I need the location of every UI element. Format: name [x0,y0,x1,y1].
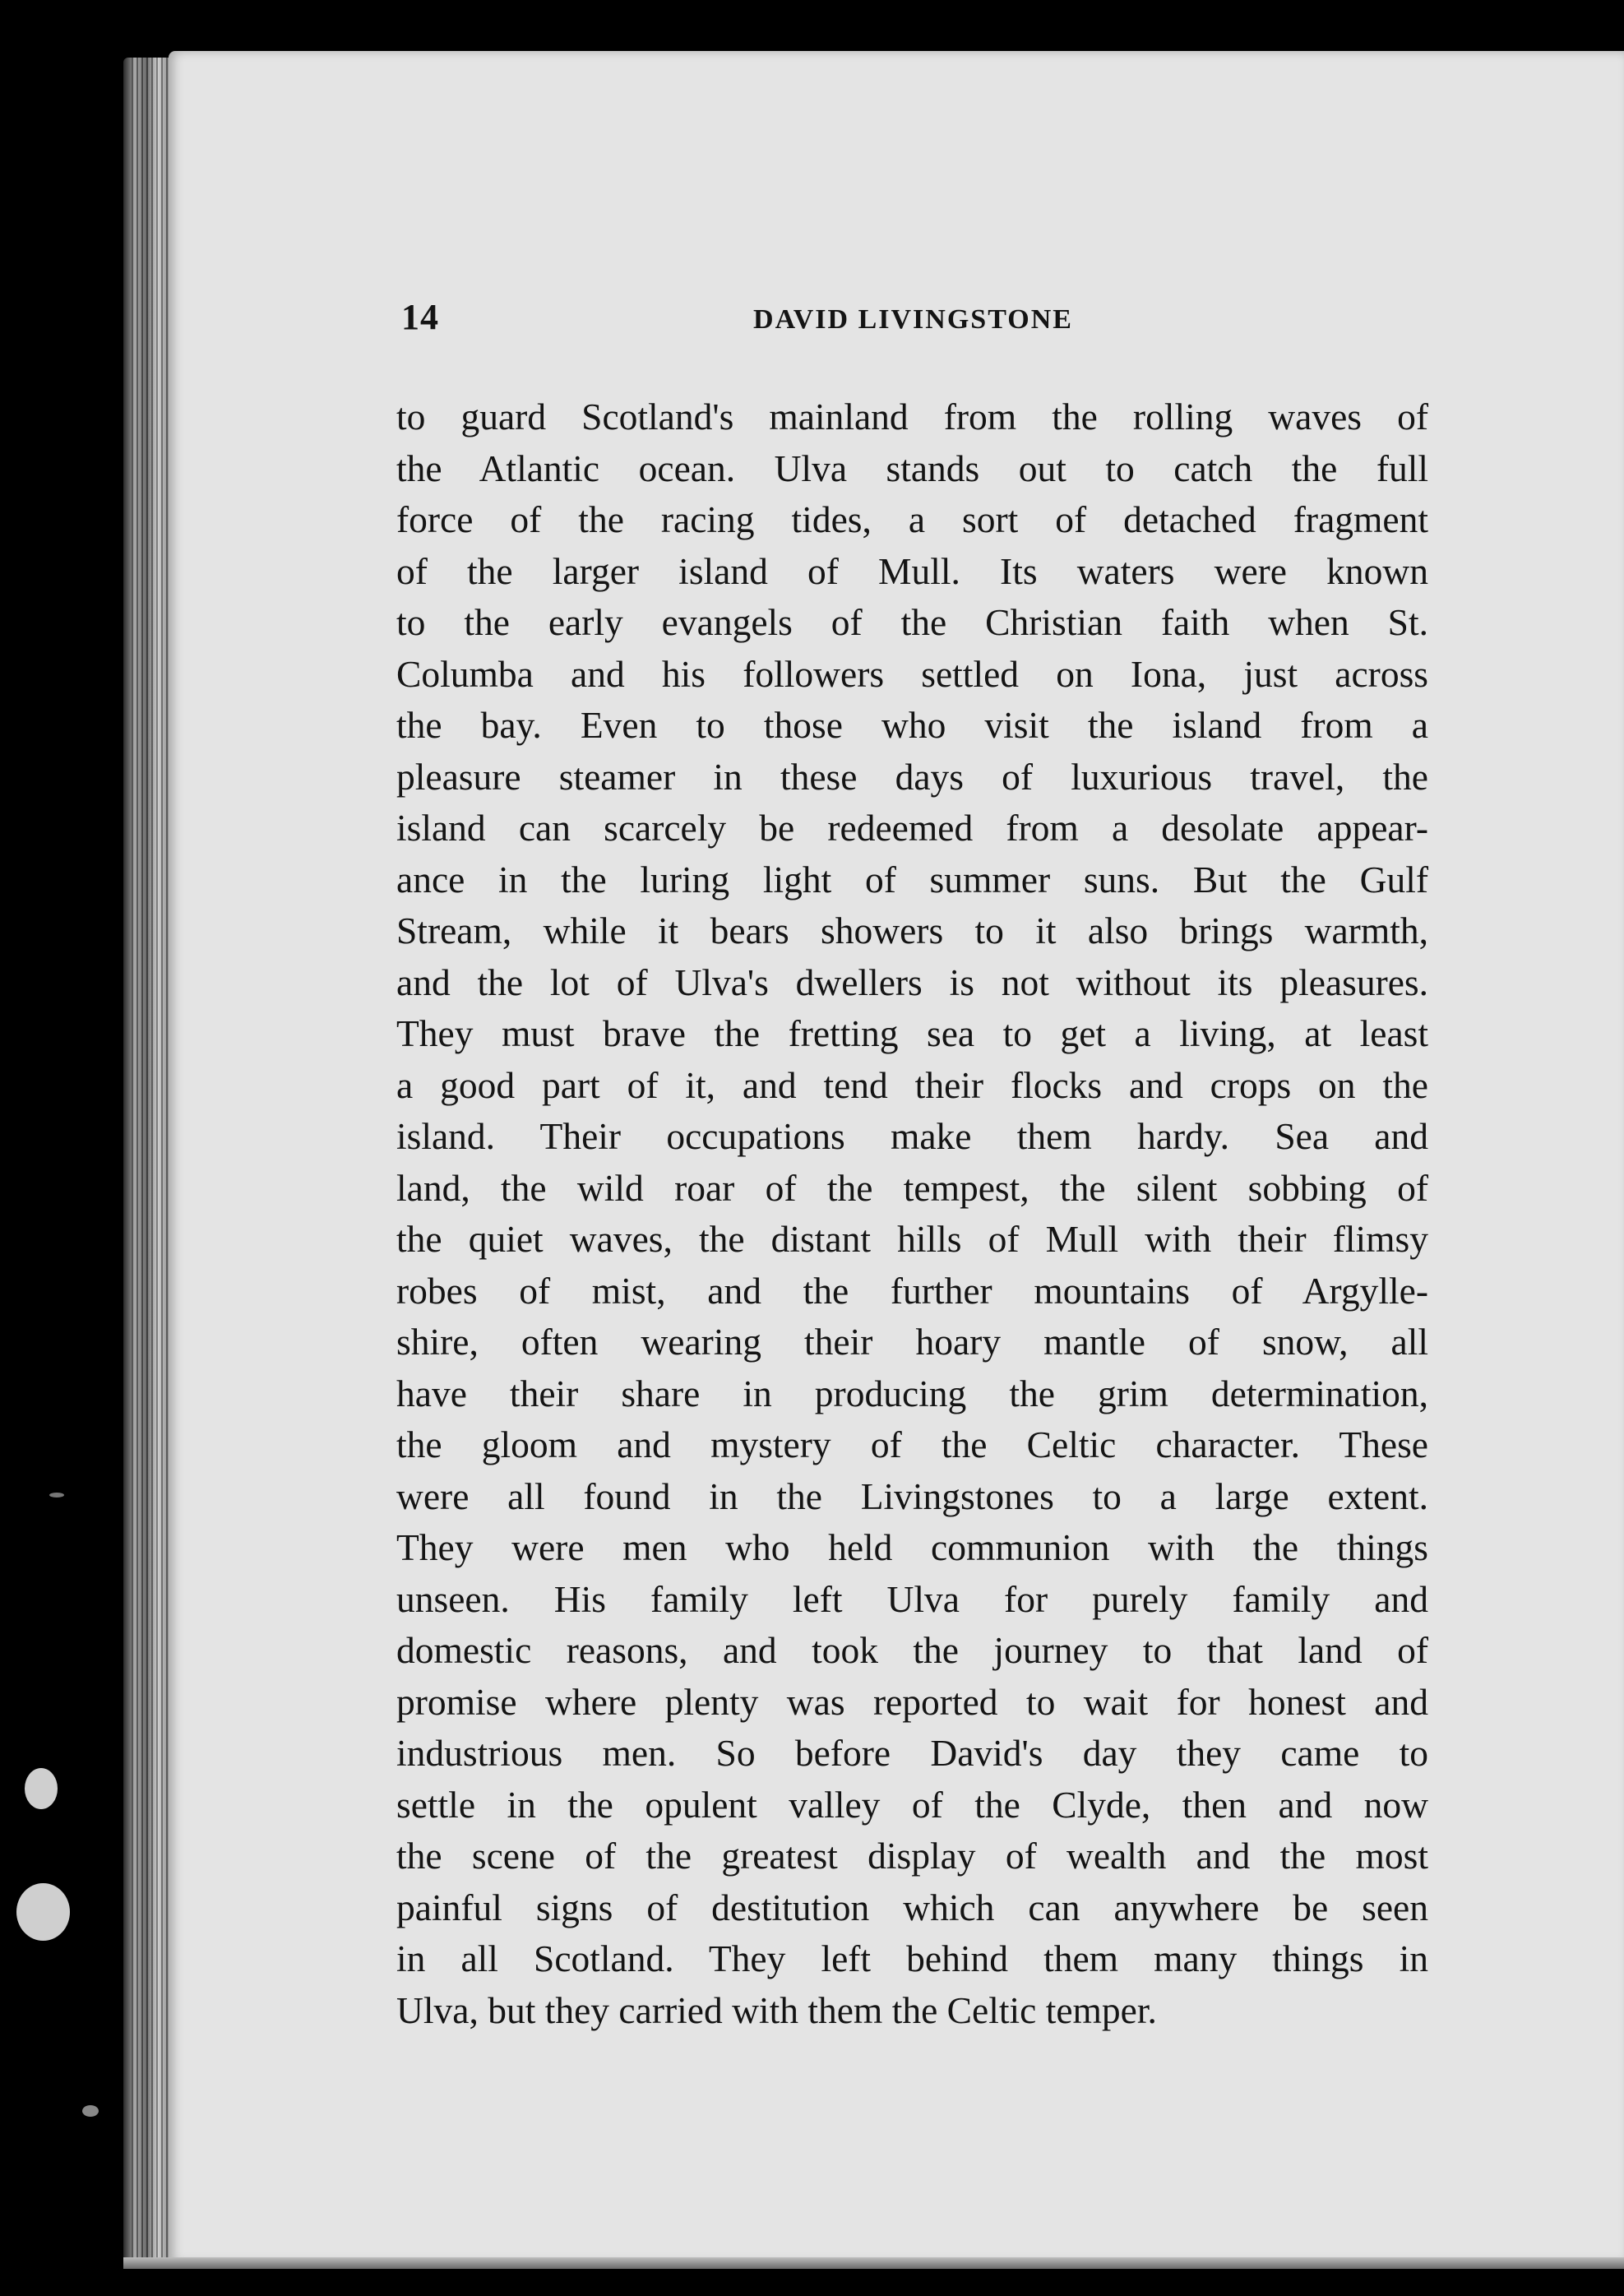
text-line: They were men who held communion with the things [396,1526,1428,1568]
text-line: a good part of it, and tend their flocks and crops on the [396,1063,1428,1106]
text-line: unseen. His family left Ulva for purely family and [396,1577,1428,1620]
text-line: were all found in the Livingstones to a large extent. [396,1474,1428,1517]
text-line: painful signs of destitution which can anywhere be seen [396,1886,1428,1928]
text-line: industrious men. So before David's day they came to [396,1732,1428,1774]
text-line: in all Scotland. They left behind them many things in [396,1937,1428,1979]
text-line: robes of mist, and the further mountains of Argylle- [396,1269,1428,1312]
text-line: have their share in producing the grim determination, [396,1372,1428,1414]
text-line: Columba and his followers settled on Iona, just across [396,652,1428,695]
text-line: island can scarcely be redeemed from a desolate appear- [396,807,1428,849]
page-bottom-edge [123,2257,1624,2269]
text-line: settle in the opulent valley of the Clyde, then and now [396,1783,1428,1826]
text-line: Stream, while it bears showers to it also brings warmth, [396,910,1428,951]
text-line: pleasure steamer in these days of luxurious travel, the [396,755,1428,798]
text-line: and the lot of Ulva's dwellers is not without its pleasures. [396,961,1428,1003]
text-line: land, the wild roar of the tempest, the silent sobbing of [396,1166,1428,1209]
scan-speck [82,2105,99,2117]
scan-speck [49,1493,64,1497]
text-line: promise where plenty was reported to wait for honest and [396,1680,1428,1723]
text-line: Ulva, but they carried with them the Celtic temper. [396,1988,1157,2031]
text-line: the quiet waves, the distant hills of Mull with their flimsy [396,1218,1428,1260]
scan-speck [16,1883,70,1941]
text-line: to the early evangels of the Christian faith when St. [396,601,1428,643]
text-line: the scene of the greatest display of wealth and the most [396,1835,1428,1877]
text-line: the Atlantic ocean. Ulva stands out to catch the full [396,447,1428,489]
body-text [396,391,1428,2036]
text-line: island. Their occupations make them hardy. Sea and [396,1115,1428,1157]
text-line: of the larger island of Mull. Its waters were known [396,549,1428,592]
page-header [401,296,1425,345]
text-line: the bay. Even to those who visit the island from a [396,704,1428,746]
text-line: to guard Scotland's mainland from the rolling waves of [396,396,1428,437]
text-line: shire, often wearing their hoary mantle of snow, all [396,1321,1428,1363]
running-head: DAVID LIVINGSTONE [753,304,1073,335]
scan-speck [25,1768,58,1809]
text-line: force of the racing tides, a sort of detached fragment [396,498,1428,540]
text-line: domestic reasons, and took the journey to that land of [396,1629,1428,1671]
text-line: ance in the luring light of summer suns. But the Gulf [396,858,1428,900]
text-line: They must brave the fretting sea to get a living, at least [396,1012,1428,1054]
text-line: the gloom and mystery of the Celtic character. These [396,1423,1428,1465]
page-number: 14 [401,297,439,337]
